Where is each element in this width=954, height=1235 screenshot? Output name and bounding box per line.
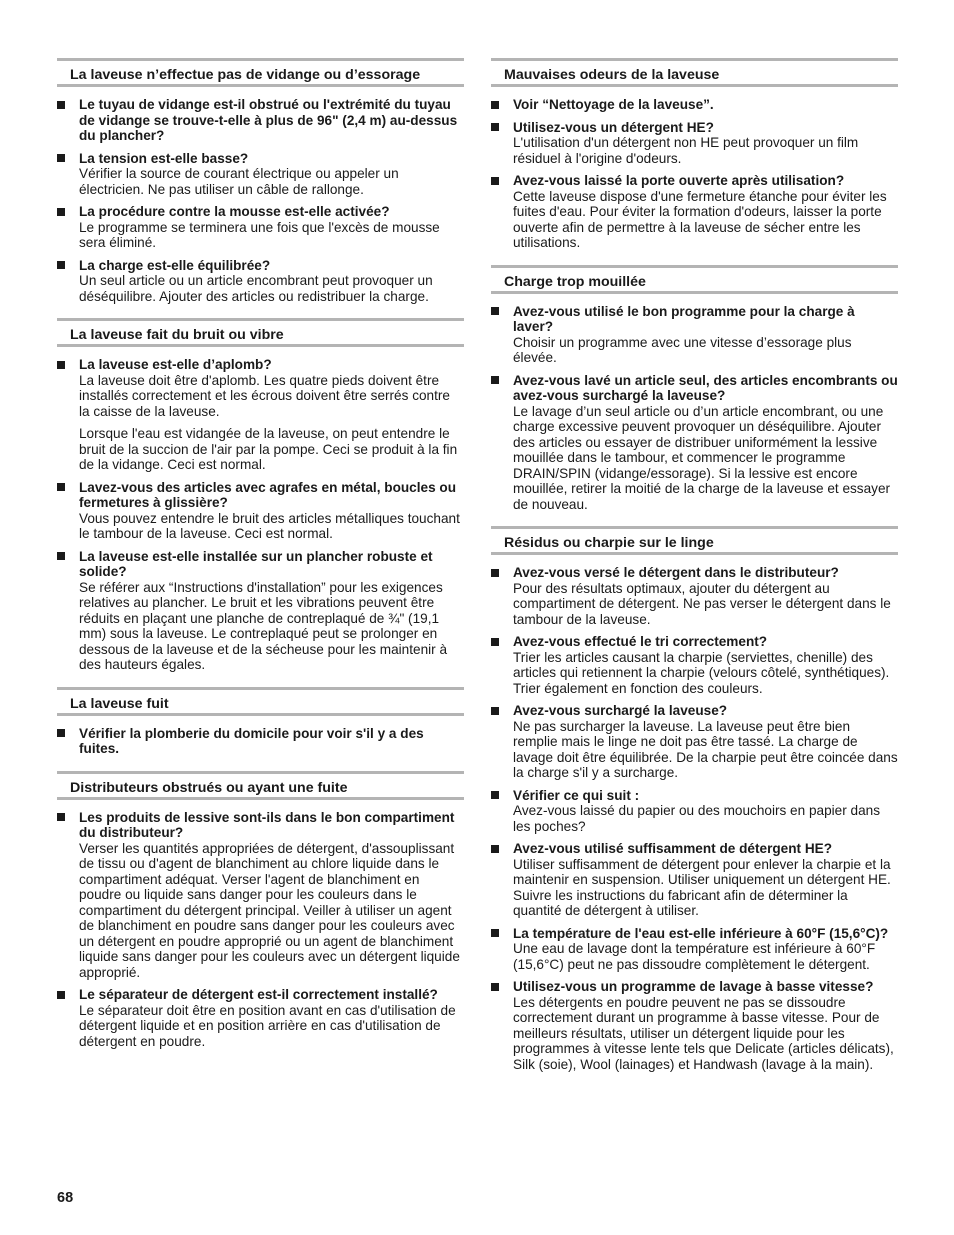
question-text: Voir “Nettoyage de la laveuse”. [513,97,714,112]
question-text: Le tuyau de vidange est-il obstrué ou l'extrémité du tuyau de vidange se trouve-t-elle à plus de 96" (2,4 m) au-dessus du plancher? [79,97,458,143]
question-text: Avez-vous laissé la porte ouverte après utilisation? [513,173,845,188]
page-number: 68 [57,1190,74,1206]
answer-text: Le programme se terminera une fois que l'excès de mousse sera éliminé. [79,219,440,250]
troubleshooting-section [57,771,464,1050]
square-bullet-icon [57,483,65,491]
list-item [491,565,898,627]
right-column [491,58,898,1086]
troubleshooting-section [57,687,464,757]
item-list [57,726,464,757]
question-text: Avez-vous surchargé la laveuse? [513,703,728,718]
section-heading: La laveuse n’effectue pas de vidange ou d’essorage [57,58,464,87]
square-bullet-icon [491,707,499,715]
list-item [491,120,898,167]
list-item [491,304,898,366]
answer-text: Se référer aux “Instructions d'installation” pour les exigences relatives au plancher. Le bruit et les vibrations peuvent être réduits en plaçant une planche de contreplaqué de ¾" (19,1 mm) sous la laveuse. Le contreplaqué peut se prolonger en dessous de la laveuse et de la sécheuse pour les maintenir à des hauteurs égales. [79,579,448,672]
list-item [491,979,898,1072]
answer-text: Vous pouvez entendre le bruit des articles métalliques touchant le tambour de la laveuse. Ceci est normal. [79,510,460,541]
section-heading: La laveuse fuit [57,687,464,716]
question-text: La procédure contre la mousse est-elle activée? [79,204,390,219]
list-item [491,373,898,513]
question-text: Lavez-vous des articles avec agrafes en métal, boucles ou fermetures à glissière? [79,479,457,510]
question-text: La charge est-elle équilibrée? [79,257,271,273]
troubleshooting-section [57,58,464,304]
answer-text: Trier les articles causant la charpie (serviettes, chenille) des articles qui retiennent la charpie (velours côtelé, synthétiques). Trier également en fonction des couleurs. [513,649,890,696]
list-item [57,97,464,144]
question-text: Avez-vous versé le détergent dans le distributeur? [513,565,839,580]
answer-text: Choisir un programme avec une vitesse d’essorage plus élevée. [513,334,852,365]
list-item [57,204,464,251]
answer-text: La laveuse doit être d'aplomb. Les quatre pieds doivent être installés correctement et les écrous doivent être serrés contre la caisse de la laveuse. [79,372,450,419]
list-item [491,703,898,781]
list-item [491,926,898,973]
square-bullet-icon [57,813,65,821]
square-bullet-icon [491,929,499,937]
question-text: Vérifier la plomberie du domicile pour voir s'il y a des fuites. [79,725,424,756]
question-text: Avez-vous utilisé suffisamment de détergent HE? [513,841,833,856]
question-text: La température de l'eau est-elle inférieure à 60°F (15,6°C)? [513,925,889,941]
troubleshooting-section [491,526,898,1072]
square-bullet-icon [57,552,65,560]
question-text: Avez-vous utilisé le bon programme pour la charge à laver? [513,303,855,334]
question-text: Avez-vous lavé un article seul, des articles encombrants ou avez-vous surchargé la laveuse? [513,372,898,403]
answer-text: Pour des résultats optimaux, ajouter du détergent au compartiment de détergent. Ne pas verser le détergent dans le tambour de la laveuse. [513,580,891,627]
list-item [57,357,464,473]
troubleshooting-section [491,265,898,513]
square-bullet-icon [491,307,499,315]
question-text: Les produits de lessive sont-ils dans le bon compartiment du distributeur? [79,809,455,840]
square-bullet-icon [57,101,65,109]
square-bullet-icon [491,791,499,799]
answer-text: Vérifier la source de courant électrique ou appeler un électricien. Ne pas utiliser un câble de rallonge. [79,166,399,197]
list-item [57,549,464,673]
list-item [491,97,898,113]
square-bullet-icon [57,361,65,369]
question-text: Le séparateur de détergent est-il correctement installé? [79,987,438,1002]
list-item [57,987,464,1049]
section-heading: Résidus ou charpie sur le linge [491,526,898,555]
list-item [491,634,898,696]
item-list [57,97,464,304]
answer-text: Les détergents en poudre peuvent ne pas se dissoudre correctement durant un programme à basse vitesse. Pour de meilleurs résultats, utiliser un détergent liquide pour les programmes à vitesse lente tels que Delicate (articles délicats), Silk (soie), Wool (lainages) et Handwash (lavage à la main). [513,994,894,1072]
section-heading: La laveuse fait du bruit ou vibre [57,318,464,347]
question-text: La tension est-elle basse? [79,150,249,166]
answer-text: L'utilisation d'un détergent non HE peut provoquer un film résiduel à l'origine d'odeurs. [513,135,859,166]
answer-text: Verser les quantités appropriées de détergent, d'assouplissant de tissu ou d'agent de blanchiment au chlore liquide dans le compartiment adéquat. Verser l'agent de blanchiment en poudre ou liquide sans danger pour les couleurs dans le compartiment du détergent principal. Veiller à utiliser un agent de blanchiment en poudre sans danger pour les couleurs avec un détergent en poudre approprié ou un agent de blanchiment liquide sans danger pour les couleurs avec un détergent liquide approprié. [79,840,460,980]
list-item [57,810,464,981]
square-bullet-icon [491,638,499,646]
list-item [57,480,464,542]
square-bullet-icon [57,261,65,269]
square-bullet-icon [57,208,65,216]
left-column [57,58,464,1063]
item-list [57,810,464,1050]
item-list [491,304,898,513]
square-bullet-icon [491,376,499,384]
square-bullet-icon [491,101,499,109]
answer-text: Un seul article ou un article encombrant peut provoquer un déséquilibre. Ajouter des articles ou redistribuer la charge. [79,273,433,304]
list-item [491,173,898,251]
answer-text: Une eau de lavage dont la température est inférieure à 60°F (15,6°C) peut ne pas dissoudre complètement le détergent. [513,941,876,972]
list-item [57,726,464,757]
question-text: Avez-vous effectué le tri correctement? [513,634,768,649]
answer-extra-text: Lorsque l'eau est vidangée de la laveuse, on peut entendre le bruit de la succion de l'air par la pompe. Ceci se produit à la fin de la vidange. Ceci est normal. [79,426,458,472]
troubleshooting-section [491,58,898,251]
section-heading: Mauvaises odeurs de la laveuse [491,58,898,87]
question-text: La laveuse est-elle installée sur un plancher robuste et solide? [79,548,433,579]
item-list [57,357,464,673]
answer-text: Ne pas surcharger la laveuse. La laveuse peut être bien remplie mais le linge ne doit pas être tassé. La charge de lavage doit être équilibrée. De la charpie peut être coincée dans la charge s'il y a surcharge. [513,718,898,780]
square-bullet-icon [57,154,65,162]
list-item [491,841,898,919]
list-item [491,788,898,835]
answer-text: Le lavage d’un seul article ou d’un article encombrant, ou une charge excessive peuvent provoquer un déséquilibre. Ajouter des articles ou essayer de distribuer uniformément la lessive mouillée dans le tambour, et commencer le programme DRAIN/SPIN (vidange/essorage). Si la lessive est encore mouillée, retirer la moitié de la charge de la laveuse et essayer de nouveau. [513,403,891,512]
question-text: La laveuse est-elle d’aplomb? [79,357,272,372]
list-item [57,258,464,305]
square-bullet-icon [57,729,65,737]
item-list [491,565,898,1072]
section-heading: Charge trop mouillée [491,265,898,294]
square-bullet-icon [57,991,65,999]
answer-text: Utiliser suffisamment de détergent pour enlever la charpie et la maintenir en suspension. Utiliser uniquement un détergent HE. Suivre les instructions du fabricant afin de déterminer la quantité de détergent à utiliser. [513,856,891,918]
question-text: Utilisez-vous un détergent HE? [513,119,714,135]
square-bullet-icon [491,569,499,577]
square-bullet-icon [491,983,499,991]
square-bullet-icon [491,177,499,185]
item-list [491,97,898,251]
answer-text: Cette laveuse dispose d'une fermeture étanche pour éviter les fuites d'eau. Pour éviter la formation d'odeurs, laisser la porte ouverte afin de permettre à la laveuse de sécher entre les utilisations. [513,188,887,250]
troubleshooting-section [57,318,464,673]
question-text: Utilisez-vous un programme de lavage à basse vitesse? [513,979,874,994]
section-heading: Distributeurs obstrués ou ayant une fuite [57,771,464,800]
question-text: Vérifier ce qui suit : [513,787,640,803]
list-item [57,151,464,198]
square-bullet-icon [491,123,499,131]
answer-text: Le séparateur doit être en position avant en cas d'utilisation de détergent liquide et en position arrière en cas d'utilisation de détergent en poudre. [79,1002,456,1049]
square-bullet-icon [491,845,499,853]
answer-text: Avez-vous laissé du papier ou des mouchoirs en papier dans les poches? [513,803,880,834]
